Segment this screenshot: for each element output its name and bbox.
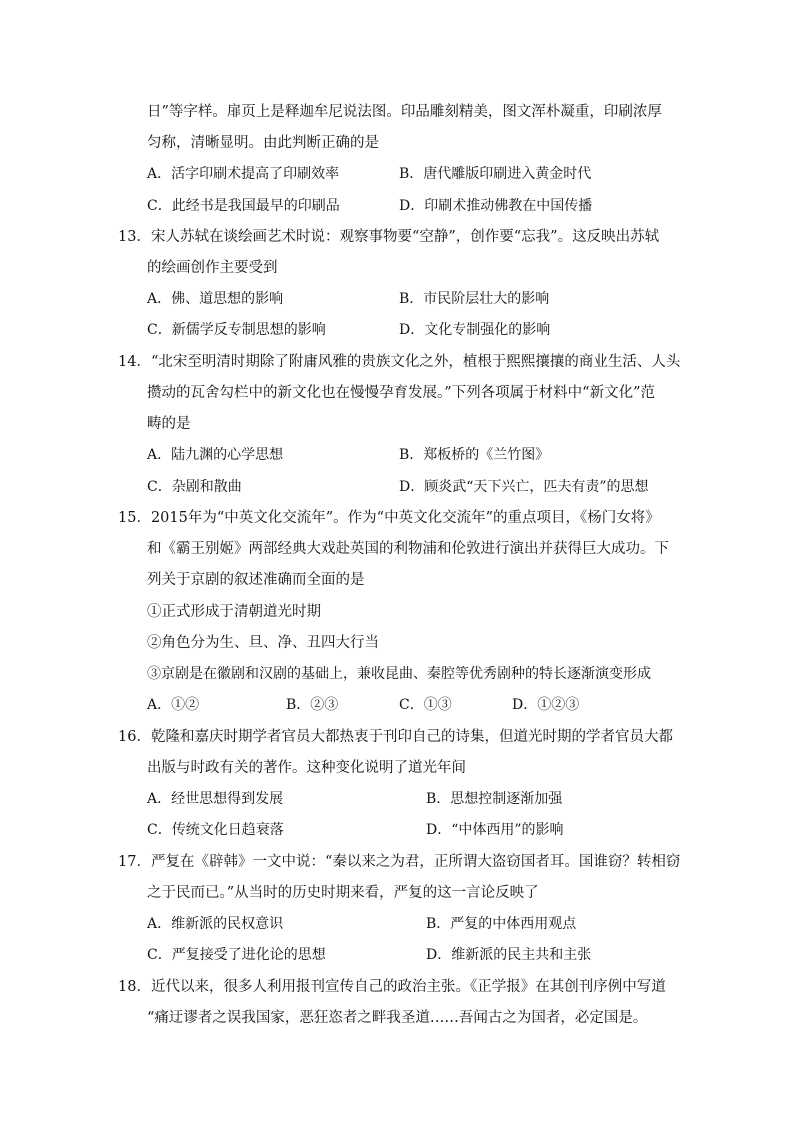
question-17-option-a: A．维新派的民权意识 — [147, 916, 284, 932]
question-16-text-line-2: 出版与时政有关的著作。这种变化说明了道光年间 — [147, 760, 466, 776]
question-14-option-c: C．杂剧和散曲 — [147, 479, 242, 495]
question-17-option-c: C．严复接受了进化论的思想 — [147, 947, 326, 963]
question-15-option-b: B．②③ — [286, 697, 339, 713]
question-17-text-line-2: 之于民而已。”从当时的历史时期来看，严复的这一言论反映了 — [147, 885, 539, 901]
question-14-text-line-1: 14．“北宋至明清时期除了附庸风雅的贵族文化之外，植根于熙熙攘攘的商业生活、人头 — [118, 354, 681, 370]
question-16-option-d: D．“中体西用”的影响 — [426, 822, 564, 838]
question-15-item-3: ③京剧是在徽剧和汉剧的基础上，兼收昆曲、秦腔等优秀剧种的特长逐渐演变形成 — [147, 666, 651, 682]
question-12-option-a: A．活字印刷术提高了印刷效率 — [147, 166, 340, 182]
question-14-text-line-3: 畴的是 — [147, 416, 191, 432]
question-14-option-a: A．陆九渊的心学思想 — [147, 447, 284, 463]
question-16-option-a: A．经世思想得到发展 — [147, 791, 284, 807]
question-14-option-b: B．郑板桥的《兰竹图》 — [399, 447, 550, 463]
question-18-text-line-2: “痛迂谬者之误我国家，恶狂恣者之畔我圣道……吾闻古之为国者，必定国是。 — [147, 1010, 648, 1026]
question-17-option-d: D．维新派的民主共和主张 — [426, 947, 592, 963]
question-15-option-c: C．①③ — [399, 697, 452, 713]
question-12-text-line-1: 日”等字样。扉页上是释迦牟尼说法图。印品雕刻精美，图文浑朴凝重，印刷浓厚 — [147, 104, 662, 120]
question-15-item-1: ①正式形成于清朝道光时期 — [147, 604, 321, 620]
question-13-option-d: D．文化专制强化的影响 — [399, 322, 551, 338]
question-15-text-line-2: 和《霸王别姬》两部经典大戏赴英国的利物浦和伦敦进行演出并获得巨大成功。下 — [147, 541, 669, 557]
question-14-text-line-2: 攒动的瓦舍勾栏中的新文化也在慢慢孕育发展。”下列各项属于材料中“新文化”范 — [147, 385, 655, 401]
question-15-text-line-1: 15．2015年为“中英文化交流年”。作为“中英文化交流年”的重点项目，《杨门女将》 — [118, 510, 660, 526]
question-17-option-b: B．严复的中体西用观点 — [426, 916, 577, 932]
question-13-text-line-1: 13．宋人苏轼在谈绘画艺术时说：观察事物要“空静”，创作要“忘我”。这反映出苏轼 — [118, 229, 660, 245]
question-18-text-line-1: 18．近代以来，很多人利用报刊宣传自己的政治主张。《正学报》在其创刊序例中写道 — [118, 979, 666, 995]
question-17-text-line-1: 17．严复在《辟韩》一文中说：“秦以来之为君，正所谓大盗窃国者耳。国谁窃？转相窃 — [118, 854, 681, 870]
question-12-option-d: D．印刷术推动佛教在中国传播 — [399, 198, 593, 214]
question-13-option-c: C．新儒学反专制思想的影响 — [147, 322, 326, 338]
question-12-option-c: C．此经书是我国最早的印刷品 — [147, 198, 340, 214]
question-15-item-2: ②角色分为生、旦、净、丑四大行当 — [147, 635, 379, 651]
question-15-option-a: A．①② — [147, 697, 200, 713]
question-13-option-a: A．佛、道思想的影响 — [147, 291, 284, 307]
question-13-option-b: B．市民阶层壮大的影响 — [399, 291, 550, 307]
question-15-text-line-3: 列关于京剧的叙述准确而全面的是 — [147, 572, 365, 588]
question-16-option-b: B．思想控制逐渐加强 — [426, 791, 563, 807]
question-16-option-c: C．传统文化日趋衰落 — [147, 822, 284, 838]
question-16-text-line-1: 16．乾隆和嘉庆时期学者官员大都热衷于刊印自己的诗集，但道光时期的学者官员大都 — [118, 729, 673, 745]
question-12-option-b: B．唐代雕版印刷进入黄金时代 — [399, 166, 592, 182]
question-12-text-line-2: 匀称，清晰显明。由此判断正确的是 — [147, 135, 379, 151]
question-14-option-d: D．顾炎武“天下兴亡，匹夫有责”的思想 — [399, 479, 649, 495]
question-15-option-d: D．①②③ — [512, 697, 580, 713]
question-13-text-line-2: 的绘画创作主要受到 — [147, 260, 278, 276]
